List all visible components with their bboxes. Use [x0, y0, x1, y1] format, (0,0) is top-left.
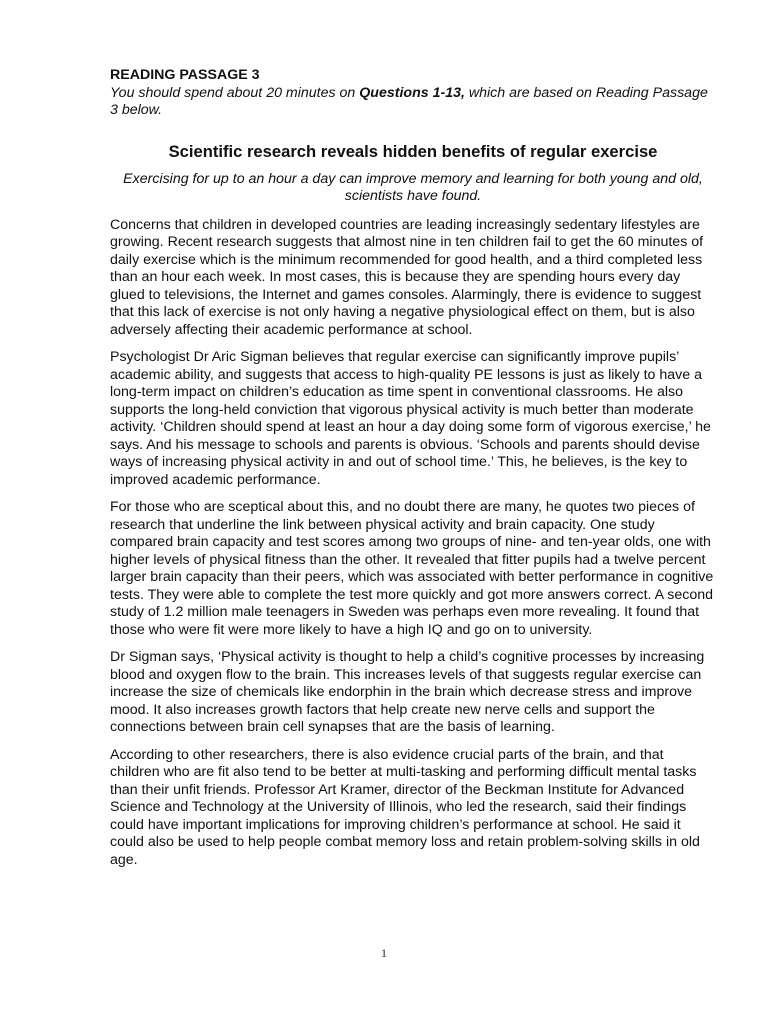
instructions-text-start: You should spend about 20 minutes on [110, 84, 360, 101]
instructions [110, 85, 716, 120]
article-standfirst: Exercising for up to an hour a day can improve memory and learning for both young and old, scientists have found. [123, 170, 703, 204]
article-title: Scientific research reveals hidden benefits of regular exercise [168, 141, 658, 161]
article-paragraph-5: According to other researchers, there is also evidence crucial parts of the brain, and that children who are fit also tend to be better at multi-tasking and performing difficult mental tasks than their unfit friends. Professor Art Kramer, director of the Beckman Institute for Advanced Science and Technology at the University of Illinois, who led the research, said their findings could have important implications for improving children’s performance at school. He said it could also be used to help people combat memory loss and retain problem-solving skills in old age. [110, 746, 700, 868]
article-paragraph-3: For those who are sceptical about this, and no doubt there are many, he quotes two pieces of research that underline the link between physical activity and brain capacity. One study compared brain capacity and test scores among two groups of nine- and ten-year olds, one with higher levels of physical fitness than the other. It revealed that fitter pupils had a twelve percent larger brain capacity than their peers, which was associated with better performance in cognitive tests. They were able to complete the test more quickly and got more answers correct. A second study of 1.2 million male teenagers in Sweden was perhaps even more revealing. It found that those who were fit were more likely to have a high IQ and go on to university. [110, 499, 714, 638]
instructions-question-range: Questions 1-13, [359, 84, 465, 101]
article-paragraph-1: Concerns that children in developed countries are leading increasingly sedentary lifestyles are growing. Recent research suggests that almost nine in ten children fail to get the 60 minutes of daily exercise which is the minimum recommended for good health, and a third completed less than an hour each week. In most cases, this is because they are spending hours every day glued to televisions, the Internet and games consoles. Alarmingly, there is evidence to suggest that this lack of exercise is not only having a negative physiological effect on them, but is also adversely affecting their academic performance at school. [110, 216, 704, 338]
article-paragraph-4: Dr Sigman says, ‘Physical activity is thought to help a child’s cognitive processes by increasing blood and oxygen flow to the brain. This increases levels of that suggests regular exercise can increase the size of chemicals like endorphin in the brain which decrease stress and improve mood. It also increases growth factors that help create new nerve cells and support the connections between brain cell synapses that are the basis of learning. [110, 649, 705, 735]
document-page [110, 67, 716, 869]
article-paragraph-2: Psychologist Dr Aric Sigman believes that regular exercise can significantly improve pupils’ academic ability, and suggests that access to high-quality PE lessons is just as likely to have a long-term impact on children’s education as time spent in conventional classrooms. He also supports the long-held conviction that vigorous physical activity is much better than moderate activity. ‘Children should spend at least an hour a day doing some form of vigorous exercise,’ he says. And his message to schools and parents is obvious. ‘Schools and parents should devise ways of increasing physical activity in and out of school time.’ This, he believes, is the key to improved academic performance. [110, 349, 711, 488]
page-number: 1 [381, 946, 387, 960]
section-label: READING PASSAGE 3 [110, 67, 260, 83]
instructions-text-end: which are based on Reading Passage 3 below. [110, 84, 708, 118]
